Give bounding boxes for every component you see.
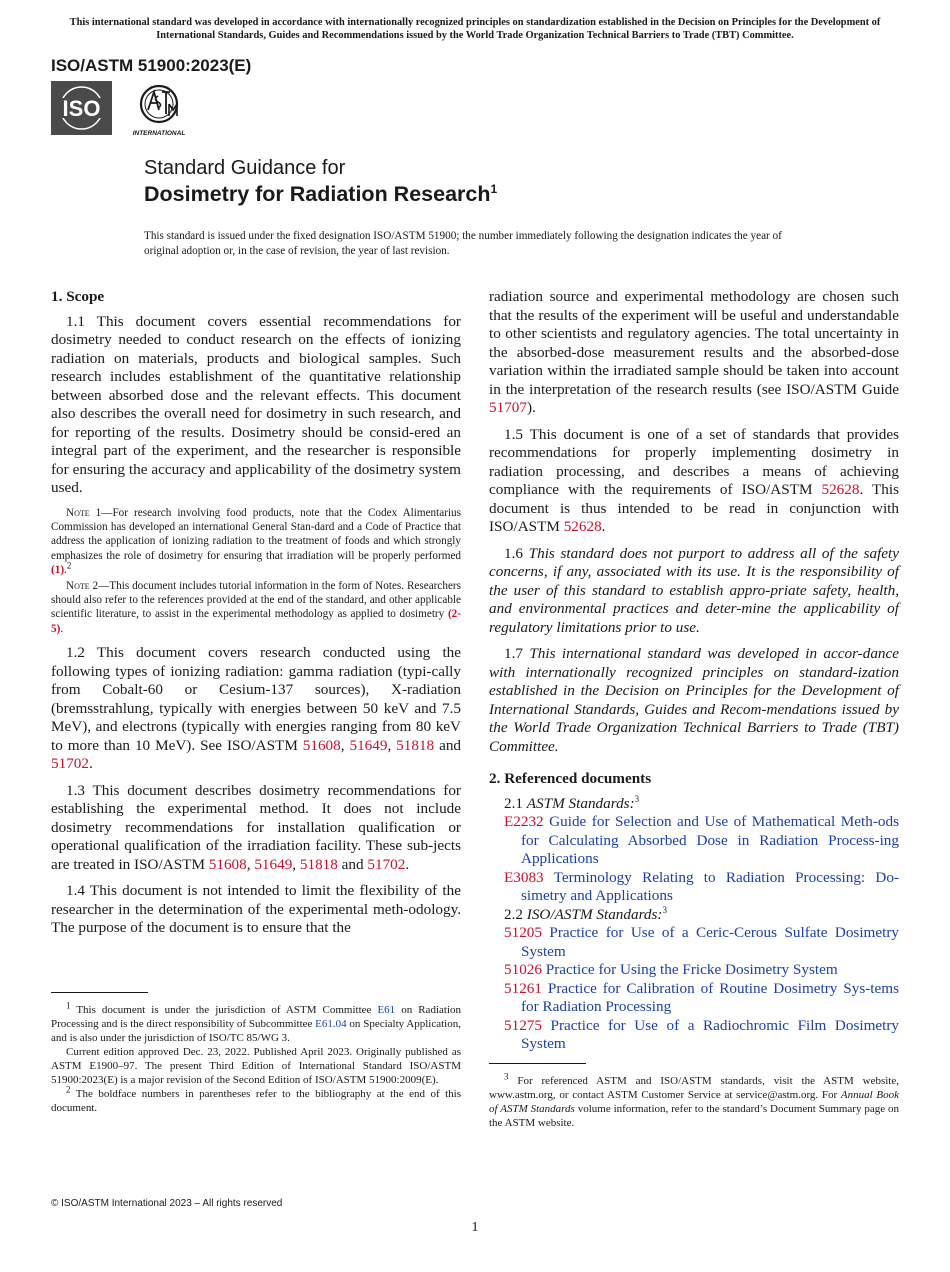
- footnote-2: $^2$ The boldface numbers in parentheses refer to the bibliography at the end of this document.: [51, 1084, 461, 1114]
- reference-title[interactable]: Terminology Relating to Radiation Processing: Do-simetry and Applications: [521, 868, 899, 904]
- paragraph-1-4-end: ).: [526, 399, 536, 416]
- tbt-banner: This international standard was developed in accordance with internationally recognized principles on standardization established in the Decision on Principles for the Development of International Standards, Guides and Recommendations issued by the World Trade Organization Technical Barriers to Trade (TBT) Committee.: [69, 17, 881, 41]
- section-heading-scope: 1. Scope: [51, 288, 105, 305]
- footnote-3: $^3$ For referenced ASTM and ISO/ASTM standards, visit the ASTM website, www.astm.org, or contact ASTM Customer Service at service@astm.org. For Annual Book of ASTM Standards volume information, refer to the standard’s Document Summary page on the ASTM website.: [489, 1071, 899, 1129]
- iso-astm-standards-heading: 2.2 ISO/ASTM Standards:$^3$: [504, 904, 667, 923]
- paragraph-1-4-continued: [489, 288, 899, 418]
- iso-logo-text: ISO: [62, 96, 101, 121]
- std-link[interactable]: 51608: [208, 855, 247, 873]
- page-number: 1: [471, 1220, 479, 1235]
- reference-item: [489, 961, 899, 980]
- footnote-divider: [489, 1063, 586, 1064]
- reference-title[interactable]: Practice for Use of a Radiochromic Film Dosimetry System: [521, 1016, 899, 1052]
- reference-code[interactable]: 51205: [504, 924, 542, 941]
- right-column: [489, 288, 899, 1054]
- paragraph-1-7: 1.7 This international standard was developed in accor-dance with internationally recognized principles on standard-ization established in the Decision on Principles for the Development of International Standards, Guides and Recom-mendations issued by the World Trade Organization Technical Barriers to Trade (TBT) Committee.: [489, 645, 900, 755]
- committee-link[interactable]: E61: [377, 1004, 396, 1016]
- footnote-1-edition: Current edition approved Dec. 23, 2022. Published April 2023. Originally published as ASTM E1900–97. The present Third Edition of International Standard ISO/ASTM 51900:2023(E) is a major revision of the Second Edition of ISO/ASTM 51900:2009(E).: [51, 1046, 461, 1086]
- footnotes-right: [489, 1063, 899, 1130]
- reference-code[interactable]: 51261: [504, 979, 542, 997]
- note-1: Note 1—For research involving food products, note that the Codex Alimentarius Commission has developed an international General Stan-dard and a Code of Practice that address the application of ionizing radiation to the treatment of foods and which strongly emphasizes the role of dosimetry for ensuring that irradiation will be properly performed (1).$^2$: [51, 506, 461, 577]
- paragraph-1-2: 1.2 This document covers research conducted using the following types of ionizing radiation: gamma radiation (typi-cally from Cobalt-60 or Cesium-137 sources), X-radiation (bremsstrahlung, typically with energies between 50 keV and 7.5 MeV), and electrons (typically with energies ranging from 80 keV to more than 10 MeV). See ISO/ASTM 51608, 51649, 51818 and 51702.: [51, 644, 462, 773]
- reference-item: [489, 1017, 899, 1054]
- footnote-1: $^1$ This document is under the jurisdiction of ASTM Committee E61 on Radiation Processing and is the direct responsibility of Subcommittee E61.04 on Specialty Application, and is also under the jurisdiction of ISO/TC 85/WG 3.: [51, 1000, 461, 1044]
- section-heading-referenced-documents: 2. Referenced documents: [489, 770, 652, 787]
- std-link[interactable]: 52628: [563, 518, 602, 535]
- subcommittee-link[interactable]: E61.04: [315, 1018, 347, 1030]
- astm-logo: [129, 82, 189, 138]
- std-link[interactable]: 51702: [51, 755, 89, 773]
- reference-title[interactable]: Practice for Using the Fricke Dosimetry System: [541, 961, 838, 978]
- reference-item: [489, 869, 899, 906]
- std-link[interactable]: 51707: [489, 399, 527, 416]
- reference-item: [489, 924, 899, 961]
- title-line-2: Dosimetry for Radiation Research$^1$: [144, 181, 498, 206]
- designation: ISO/ASTM 51900:2023(E): [51, 56, 252, 75]
- astm-standards-list: [489, 813, 899, 906]
- paragraph-1-4-text: radiation source and experimental methodology are chosen such that the results of the experiment will be useful and understandable to other scientists and regulatory agencies. The total uncertainty in the absorbed-dose measurement results and the absorbed-dose variation within the irradiated sample should be taken into account in the interpretation of the research results (see ISO/ASTM Guide: [489, 288, 899, 398]
- copyright-notice: © ISO/ASTM International 2023 – All rights reserved: [51, 1198, 283, 1209]
- iso-logo: [51, 81, 112, 135]
- reference-title[interactable]: Guide for Selection and Use of Mathematical Meth-ods for Calculating Absorbed Dose in Radiation Process-ing Applications: [521, 813, 899, 867]
- issuance-statement: This standard is issued under the fixed designation ISO/ASTM 51900; the number immediately following the designation indicates the year of original adoption or, in the case of revision, the year of last revision.: [144, 230, 782, 257]
- paragraph-1-6: 1.6 This standard does not purport to address all of the safety concerns, if any, associated with its use. It is the responsibility of the user of this standard to establish appro-priate safety, health, and environmental practices and deter-mine the applicability of regulatory limitations prior to use.: [489, 544, 900, 636]
- std-link[interactable]: 51818: [396, 736, 435, 754]
- reference-title[interactable]: Practice for Use of a Ceric-Cerous Sulfate Dosimetry System: [521, 924, 899, 960]
- reference-item: [489, 980, 899, 1017]
- reference-code[interactable]: E3083: [504, 868, 544, 886]
- paragraph-1-5: 1.5 This document is one of a set of standards that provides recommendations for properly implementing dosimetry in radiation processing, and describes a means of achieving compliance with the requirements of ISO/ASTM 52628. This document is thus intended to be read in conjunction with ISO/ASTM 52628.: [489, 425, 899, 535]
- std-link[interactable]: 51702: [367, 855, 406, 873]
- std-link[interactable]: 51649: [254, 855, 293, 873]
- reference-code[interactable]: E2232: [504, 813, 544, 830]
- paragraph-1-4: 1.4 This document is not intended to limit the flexibility of the researcher in the determination of the experimental meth-odology. The purpose of the document is to ensure that the: [51, 882, 461, 937]
- note-2: Note 2—This document includes tutorial information in the form of Notes. Researchers should also refer to the references provided at the end of the standard, and other applicable scientific literature, to assist in the experimental methodology as applied to dosimetry (2-5).: [51, 579, 461, 635]
- paragraph-1-1: 1.1 This document covers essential recommendations for dosimetry needed to conduct research on the effects of ionizing radiation on materials, products and biological samples. Such research includes establishment of the quantitative relationship between absorbed dose and the relevant effects. This document also describes the overall need for dosimetry in such research, and for reporting of the results. Dosimetry should be consid-ered an integral part of the experiment, and the researcher is responsible for ensuring the accuracy and applicability of the dosimetry system used.: [51, 312, 461, 496]
- std-link[interactable]: 51818: [299, 855, 338, 873]
- footnote-divider: [51, 992, 148, 993]
- iso-astm-standards-list: [489, 924, 899, 1054]
- reference-code[interactable]: 51275: [504, 1016, 542, 1034]
- std-link[interactable]: 52628: [821, 481, 860, 498]
- reference-code[interactable]: 51026: [504, 961, 542, 978]
- title-line-1: Standard Guidance for: [144, 157, 346, 179]
- std-link[interactable]: 51608: [302, 736, 341, 754]
- astm-standards-heading: 2.1 ASTM Standards:$^3$: [504, 793, 640, 812]
- reference-title[interactable]: Practice for Calibration of Routine Dosimetry Sys-tems for Radiation Processing: [521, 979, 899, 1015]
- paragraph-1-3: 1.3 This document describes dosimetry recommendations for establishing the experimental method. It does not include dosimetry recommendations for installation qualification or operational qualification of the irradiation facility. These sub-jects are treated in ISO/ASTM 51608, 51649, 51818 and 51702.: [51, 781, 461, 873]
- left-column: [51, 288, 462, 937]
- bib-ref-2-5[interactable]: (2-5): [51, 608, 461, 635]
- footnotes-left: [51, 992, 461, 1115]
- document-title: [144, 156, 497, 208]
- std-link[interactable]: 51649: [349, 736, 388, 754]
- bib-ref-1[interactable]: (1): [51, 564, 65, 577]
- reference-item: [489, 813, 899, 869]
- title-footnote-marker: 1: [490, 181, 498, 196]
- astm-logo-text: INTERNATIONAL: [132, 130, 186, 137]
